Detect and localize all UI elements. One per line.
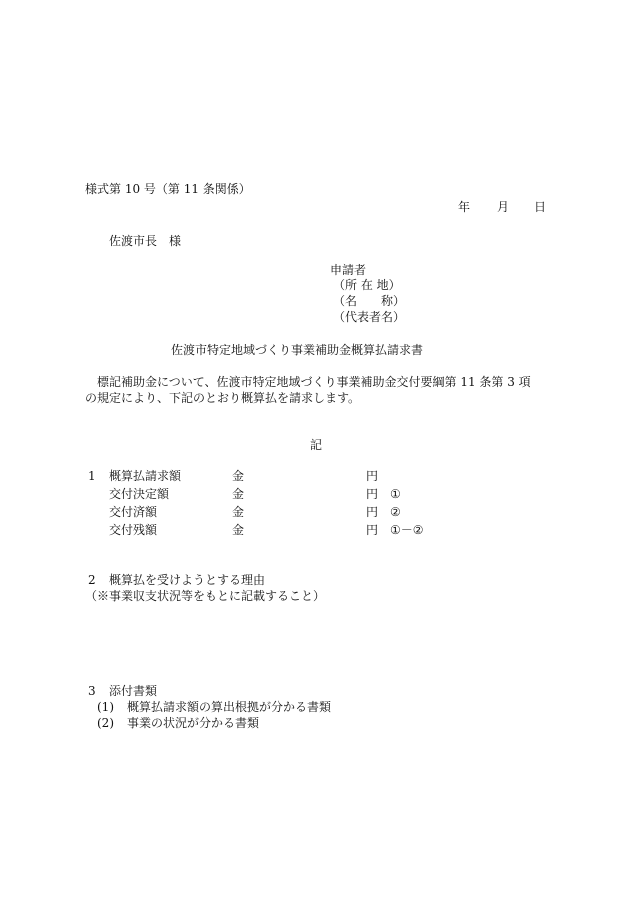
section-2-number: 2 [88,573,96,587]
addressee: 佐渡市長 様 [109,234,182,248]
attachment-text: 概算払請求額の算出根拠が分かる書類 [127,700,332,714]
yen-label: 円 [366,523,379,537]
document-title: 佐渡市特定地域づくり事業補助金概算払請求書 [171,343,424,357]
row-label: 交付決定額 [109,487,170,501]
ki-heading: 記 [310,438,323,452]
row-note: ① [390,487,401,501]
applicant-label: 申請者 [330,263,367,277]
attachment-number: (1) [97,700,114,714]
body-line-2: の規定により、下記のとおり概算払を請求します。 [85,391,361,405]
applicant-name: （名 称） [333,294,406,308]
applicant-address: （所 在 地） [333,278,401,292]
row-label: 交付残額 [109,523,158,537]
section-3-number: 3 [88,684,96,698]
row-note: ② [390,505,401,519]
yen-label: 円 [366,487,379,501]
body-line-1: 標記補助金について、佐渡市特定地域づくり事業補助金交付要綱第 11 条第 3 項 [97,375,531,389]
form-id: 様式第 10 号（第 11 条関係） [85,182,251,196]
row-label: 交付済額 [109,505,158,519]
applicant-representative: （代表者名） [333,310,406,324]
date-year-label: 年 [458,200,471,214]
yen-label: 円 [366,505,379,519]
attachment-text: 事業の状況が分かる書類 [127,716,260,730]
section-2-heading: 概算払を受けようとする理由 [109,573,266,587]
section-1-number: 1 [88,469,96,483]
yen-label: 円 [366,469,379,483]
kin-label: 金 [232,523,245,537]
row-label: 概算払請求額 [109,469,182,483]
attachment-number: (2) [97,716,114,730]
row-note: ①－② [390,523,424,537]
section-2-note: （※事業収支状況等をもとに記載すること） [85,589,326,603]
section-3-heading: 添付書類 [109,684,158,698]
kin-label: 金 [232,505,245,519]
kin-label: 金 [232,469,245,483]
date-month-label: 月 [497,200,510,214]
kin-label: 金 [232,487,245,501]
date-day-label: 日 [534,200,547,214]
